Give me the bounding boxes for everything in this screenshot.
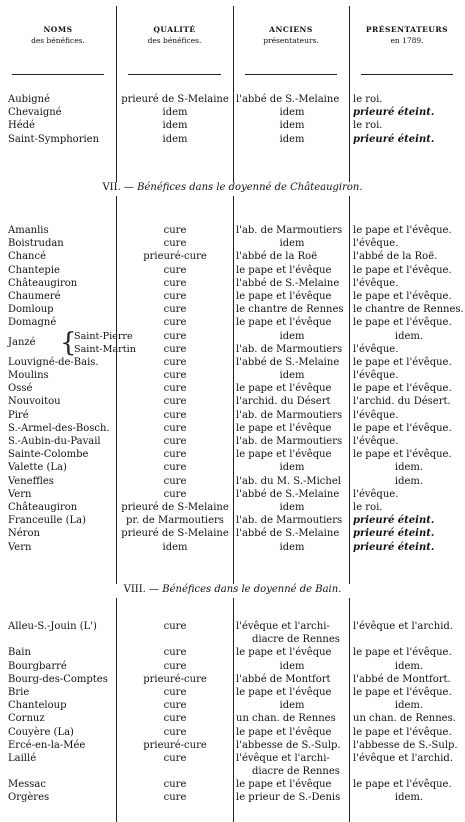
table-row bbox=[0, 527, 465, 540]
row-presentateurs: l'abbé de Montfort. bbox=[353, 673, 451, 685]
row-presentateurs: l'évêque. bbox=[353, 409, 399, 421]
row-anciens: l'ab. de Marmoutiers bbox=[236, 225, 343, 236]
table-row bbox=[0, 726, 465, 739]
row-qualite: idem bbox=[162, 120, 188, 132]
row-presentateurs: l'archid. du Désert. bbox=[353, 396, 451, 408]
table-row bbox=[0, 778, 465, 791]
table-row bbox=[0, 224, 465, 237]
row-name: Brie bbox=[8, 686, 30, 698]
row-qualite: cure bbox=[163, 317, 187, 329]
row-presentateurs: le pape et l'évêque. bbox=[353, 686, 452, 698]
row-anciens: l'ab. du M. S.-Michel bbox=[236, 475, 341, 487]
janze-qual-1: cure bbox=[163, 330, 187, 342]
table-row bbox=[0, 541, 465, 554]
section-8-label: Bénéfices dans le doyenné de Bain. bbox=[162, 584, 342, 595]
row-qualite: cure bbox=[163, 700, 187, 712]
row-name: Alleu-S.-Jouin (L') bbox=[8, 621, 97, 632]
row-qualite: cure bbox=[163, 422, 187, 434]
header-rule bbox=[12, 74, 104, 75]
row-name: Chaumeré bbox=[8, 290, 61, 302]
row-name: Bain bbox=[8, 647, 31, 659]
row-presentateurs: le pape et l'évêque. bbox=[353, 225, 452, 236]
row-name: Piré bbox=[8, 409, 29, 421]
row-anciens: l'abbé de Montfort bbox=[236, 673, 331, 685]
table-row bbox=[0, 461, 465, 474]
row-qualite: idem bbox=[162, 107, 188, 119]
header-presentateurs bbox=[349, 0, 465, 80]
janze-presentateurs bbox=[353, 330, 465, 356]
table-row-janze bbox=[0, 327, 465, 358]
table-row bbox=[0, 646, 465, 659]
table-row bbox=[0, 673, 465, 686]
row-anciens: le pape et l'évêque bbox=[236, 449, 332, 461]
header-presentateurs-sub: en 1789. bbox=[390, 36, 424, 45]
row-anciens: le pape et l'évêque bbox=[236, 422, 332, 434]
row-name: Chanteloup bbox=[8, 700, 67, 712]
row-anciens: idem bbox=[279, 541, 305, 553]
table-row bbox=[0, 501, 465, 514]
table-row bbox=[0, 133, 465, 146]
row-name: Domagné bbox=[8, 317, 57, 329]
row-qualite: cure bbox=[163, 238, 187, 250]
row-presentateurs: le pape et l'évêque. bbox=[353, 422, 452, 434]
row-name: Ossé bbox=[8, 383, 33, 395]
alleu-anciens bbox=[236, 620, 348, 646]
table-row bbox=[0, 739, 465, 752]
table-row bbox=[0, 699, 465, 712]
janze-anc-2: l'ab. de Marmoutiers bbox=[236, 343, 343, 355]
row-qualite: prieuré de S-Melaine bbox=[121, 94, 229, 105]
row-presentateurs: l'évêque et l'archid. bbox=[353, 752, 453, 764]
table-row bbox=[0, 395, 465, 408]
row-name: Boistrudan bbox=[8, 238, 64, 250]
janze-pres-2: l'évêque. bbox=[353, 343, 399, 355]
row-presentateurs: le pape et l'évêque. bbox=[353, 264, 452, 276]
row-anciens: le pape et l'évêque bbox=[236, 290, 332, 302]
row-name: Bourg-des-Comptes bbox=[8, 673, 108, 685]
row-name: Chantepie bbox=[8, 264, 60, 276]
row-name: S.-Aubin-du-Pavail bbox=[8, 436, 101, 448]
row-presentateurs: prieuré éteint. bbox=[353, 107, 435, 119]
brace-icon: { bbox=[60, 327, 77, 358]
header-rule bbox=[361, 74, 453, 75]
row-qualite: cure bbox=[163, 660, 187, 672]
row-name: Saint-Symphorien bbox=[8, 133, 100, 145]
table-row bbox=[0, 514, 465, 527]
row-presentateurs: l'évêque. bbox=[353, 370, 399, 382]
section-8-table bbox=[0, 620, 465, 805]
section-7-number: VII. — bbox=[102, 182, 134, 193]
table-row bbox=[0, 250, 465, 263]
row-name: Hédé bbox=[8, 120, 35, 132]
section-8-heading bbox=[0, 584, 465, 598]
row-qualite: cure bbox=[163, 277, 187, 289]
row-name: Orgères bbox=[8, 792, 50, 804]
row-presentateurs: le pape et l'évêque. bbox=[353, 317, 452, 329]
row-name: Franceulle (La) bbox=[8, 515, 86, 527]
row-presentateurs: prieuré éteint. bbox=[353, 515, 435, 527]
row-presentateurs: l'évêque et l'archid. bbox=[353, 621, 453, 632]
row-anciens: l'abbesse de S.-Sulp. bbox=[236, 739, 341, 751]
janze-pres-1: idem. bbox=[394, 330, 424, 342]
row-name: Châteaugiron bbox=[8, 501, 78, 513]
row-name: Chancé bbox=[8, 251, 47, 263]
row-qualite: idem bbox=[162, 541, 188, 553]
row-presentateurs: le pape et l'évêque. bbox=[353, 647, 452, 659]
row-presentateurs: le roi. bbox=[353, 120, 383, 132]
row-name: Amanlis bbox=[8, 225, 49, 236]
row-anciens: l'abbé de S.-Melaine bbox=[236, 94, 340, 105]
row-name: Domloup bbox=[8, 304, 54, 316]
row-anciens: le pape et l'évêque bbox=[236, 317, 332, 329]
row-name: Janzé bbox=[8, 336, 36, 348]
row-qualite: cure bbox=[163, 290, 187, 302]
row-name: Vern bbox=[8, 488, 32, 500]
table-row bbox=[0, 290, 465, 303]
table-row-laille bbox=[0, 752, 465, 778]
row-presentateurs: l'abbesse de S.-Sulp. bbox=[353, 739, 458, 751]
row-anciens: l'abbé de S.-Melaine bbox=[236, 488, 340, 500]
row-name: Châteaugiron bbox=[8, 277, 78, 289]
row-qualite: cure bbox=[163, 488, 187, 500]
janze-anc-1: idem bbox=[279, 330, 305, 342]
header-qualite-title: QUALITÉ bbox=[153, 25, 196, 34]
row-qualite: cure bbox=[163, 383, 187, 395]
row-anciens: idem bbox=[279, 107, 305, 119]
row-anciens: le pape et l'évêque bbox=[236, 726, 332, 738]
row-presentateurs: le pape et l'évêque. bbox=[353, 290, 452, 302]
row-anciens: idem bbox=[279, 660, 305, 672]
row-anciens: idem bbox=[279, 133, 305, 145]
header-noms-title: NOMS bbox=[43, 25, 73, 34]
row-anciens: idem bbox=[279, 462, 305, 474]
row-presentateurs: l'évêque. bbox=[353, 436, 399, 448]
row-name: Veneffles bbox=[8, 475, 54, 487]
row-presentateurs: le pape et l'évêque. bbox=[353, 726, 452, 738]
row-name: S.-Armel-des-Bosch. bbox=[8, 422, 110, 434]
alleu-anc-1: l'évêque et l'archi- bbox=[236, 621, 330, 632]
row-qualite: cure bbox=[163, 370, 187, 382]
row-anciens: l'abbé de S.-Melaine bbox=[236, 528, 340, 540]
row-anciens: l'ab. de Marmoutiers bbox=[236, 515, 343, 527]
row-presentateurs: le roi. bbox=[353, 94, 383, 105]
row-anciens: idem bbox=[279, 120, 305, 132]
table-row bbox=[0, 712, 465, 725]
table-row bbox=[0, 686, 465, 699]
janze-sub-1: Saint-Pierre bbox=[74, 330, 133, 342]
row-anciens: le prieur de S.-Denis bbox=[236, 792, 341, 804]
row-qualite: cure bbox=[163, 713, 187, 725]
row-presentateurs: l'abbé de la Roë. bbox=[353, 251, 438, 263]
row-qualite: cure bbox=[163, 621, 187, 632]
row-presentateurs: le pape et l'évêque. bbox=[353, 356, 452, 368]
row-anciens: l'ab. de Marmoutiers bbox=[236, 409, 343, 421]
row-anciens: le pape et l'évêque bbox=[236, 686, 332, 698]
row-qualite: cure bbox=[163, 752, 187, 764]
row-anciens: l'ab. de Marmoutiers bbox=[236, 436, 343, 448]
row-qualite: cure bbox=[163, 436, 187, 448]
row-qualite: cure bbox=[163, 356, 187, 368]
row-name: Nouvoitou bbox=[8, 396, 61, 408]
row-qualite: cure bbox=[163, 475, 187, 487]
table-row bbox=[0, 382, 465, 395]
row-anciens: idem bbox=[279, 501, 305, 513]
table-row-alleu bbox=[0, 620, 465, 646]
table-row bbox=[0, 488, 465, 501]
row-qualite: cure bbox=[163, 647, 187, 659]
section-7-table bbox=[0, 224, 465, 554]
table-row bbox=[0, 264, 465, 277]
row-anciens: le pape et l'évêque bbox=[236, 383, 332, 395]
table-row bbox=[0, 277, 465, 290]
table-row bbox=[0, 303, 465, 316]
table-row bbox=[0, 93, 465, 106]
row-presentateurs: idem. bbox=[394, 700, 424, 712]
row-qualite: cure bbox=[163, 792, 187, 804]
header-qualite bbox=[116, 0, 233, 80]
row-presentateurs: prieuré éteint. bbox=[353, 133, 435, 145]
section-7-label: Bénéfices dans le doyenné de Châteaugiron. bbox=[137, 182, 363, 193]
janze-sub-2: Saint-Martin bbox=[74, 343, 136, 355]
intro-table bbox=[0, 93, 465, 146]
table-row bbox=[0, 409, 465, 422]
row-name: Chevaigné bbox=[8, 107, 62, 119]
row-anciens: l'abbé de S.-Melaine bbox=[236, 277, 340, 289]
row-qualite: cure bbox=[163, 304, 187, 316]
header-rule bbox=[128, 74, 221, 75]
row-presentateurs: le pape et l'évêque. bbox=[353, 383, 452, 395]
janze-qual-2: cure bbox=[163, 343, 187, 355]
row-qualite: idem bbox=[162, 133, 188, 145]
row-presentateurs: idem. bbox=[394, 660, 424, 672]
row-presentateurs: le pape et l'évêque. bbox=[353, 779, 452, 791]
row-name: Moulins bbox=[8, 370, 49, 382]
row-name: Ercé-en-la-Mée bbox=[8, 739, 86, 751]
row-anciens: le chantre de Rennes bbox=[236, 304, 344, 316]
row-name: Louvigné-de-Bais. bbox=[8, 356, 99, 368]
row-presentateurs: le chantre de Rennes. bbox=[353, 304, 464, 316]
row-qualite: prieuré-cure bbox=[143, 251, 207, 263]
row-qualite: prieuré de S-Melaine bbox=[121, 501, 229, 513]
row-qualite: pr. de Marmoutiers bbox=[126, 515, 224, 527]
row-anciens: idem bbox=[279, 700, 305, 712]
row-qualite: cure bbox=[163, 409, 187, 421]
row-name: Sainte-Colombe bbox=[8, 449, 89, 461]
row-name: Messac bbox=[8, 779, 46, 791]
section-7-heading bbox=[0, 182, 465, 196]
row-name: Vern bbox=[8, 541, 32, 553]
row-anciens: un chan. de Rennes bbox=[236, 713, 336, 725]
row-anciens: l'abbé de la Roë bbox=[236, 251, 318, 263]
row-qualite: cure bbox=[163, 264, 187, 276]
janze-qualite bbox=[118, 330, 232, 356]
row-name: Couyère (La) bbox=[8, 726, 74, 738]
row-qualite: cure bbox=[163, 396, 187, 408]
row-anciens: le pape et l'évêque bbox=[236, 264, 332, 276]
table-row bbox=[0, 237, 465, 250]
row-anciens: le pape et l'évêque bbox=[236, 779, 332, 791]
alleu-anc-2: diacre de Rennes bbox=[252, 634, 340, 646]
header-noms bbox=[0, 0, 116, 80]
row-anciens: le pape et l'évêque bbox=[236, 647, 332, 659]
row-qualite: cure bbox=[163, 449, 187, 461]
table-row bbox=[0, 356, 465, 369]
row-presentateurs: idem. bbox=[394, 792, 424, 804]
row-name: Valette (La) bbox=[8, 462, 67, 474]
row-presentateurs: un chan. de Rennes. bbox=[353, 713, 456, 725]
laille-anciens bbox=[236, 752, 348, 778]
row-qualite: cure bbox=[163, 462, 187, 474]
janze-anciens bbox=[236, 330, 348, 356]
table-row bbox=[0, 119, 465, 132]
table-row bbox=[0, 369, 465, 382]
section-8-number: VIII. — bbox=[123, 584, 160, 595]
row-qualite: cure bbox=[163, 225, 187, 236]
header-presentateurs-title: PRÉSENTATEURS bbox=[365, 25, 449, 34]
header-rule bbox=[245, 74, 337, 75]
row-presentateurs: prieuré éteint. bbox=[353, 541, 435, 553]
row-presentateurs: prieuré éteint. bbox=[353, 528, 435, 540]
row-qualite: cure bbox=[163, 779, 187, 791]
row-qualite: prieuré-cure bbox=[143, 673, 207, 685]
row-presentateurs: l'évêque. bbox=[353, 238, 399, 250]
table-row bbox=[0, 475, 465, 488]
row-name: Néron bbox=[8, 528, 40, 540]
row-anciens: idem bbox=[279, 238, 305, 250]
table-row bbox=[0, 435, 465, 448]
table-row bbox=[0, 660, 465, 673]
row-presentateurs: l'évêque. bbox=[353, 277, 399, 289]
row-qualite: prieuré-cure bbox=[143, 739, 207, 751]
row-qualite: prieuré de S-Melaine bbox=[121, 528, 229, 540]
row-qualite: cure bbox=[163, 686, 187, 698]
row-name: Bourgbarré bbox=[8, 660, 67, 672]
row-presentateurs: idem. bbox=[394, 475, 424, 487]
table-row bbox=[0, 791, 465, 804]
row-anciens: l'archid. du Désert bbox=[236, 396, 331, 408]
row-name: Aubigné bbox=[8, 94, 51, 105]
table-row bbox=[0, 448, 465, 461]
header-noms-sub: des bénéfices. bbox=[31, 36, 85, 45]
row-anciens: idem bbox=[279, 370, 305, 382]
laille-anc-2: diacre de Rennes bbox=[252, 766, 340, 778]
header-anciens-title: ANCIENS bbox=[269, 25, 313, 34]
table-row bbox=[0, 106, 465, 119]
laille-anc-1: l'évêque et l'archi- bbox=[236, 752, 330, 764]
header-anciens-sub: présentateurs. bbox=[263, 36, 319, 45]
row-name: Laillé bbox=[8, 752, 37, 764]
table-row bbox=[0, 422, 465, 435]
row-qualite: cure bbox=[163, 726, 187, 738]
row-presentateurs: le pape et l'évêque. bbox=[353, 449, 452, 461]
row-name: Cornuz bbox=[8, 713, 45, 725]
header-qualite-sub: des bénéfices. bbox=[147, 36, 202, 45]
row-anciens: l'abbé de S.-Melaine bbox=[236, 356, 340, 368]
row-presentateurs: idem. bbox=[394, 462, 424, 474]
header-anciens bbox=[233, 0, 349, 80]
row-presentateurs: le roi. bbox=[353, 501, 383, 513]
row-presentateurs: l'évêque. bbox=[353, 488, 399, 500]
